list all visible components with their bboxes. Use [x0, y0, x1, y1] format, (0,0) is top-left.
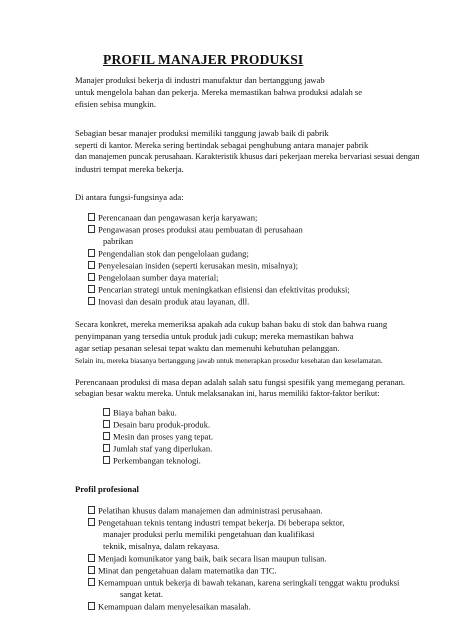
checkbox-icon [88, 273, 95, 281]
list-item-continuation: teknik, misalnya, dalam rekayasa. [103, 541, 220, 551]
checkbox-icon [88, 506, 95, 514]
list-item: Minat dan pengetahuan dalam matematika dan TIC. [88, 566, 277, 575]
list-item: Jumlah staf yang diperlukan. [103, 444, 212, 453]
list-item: Pelatihan khusus dalam manajemen dan administrasi perusahaan. [88, 506, 323, 515]
section-heading: Profil profesional [75, 484, 139, 494]
list-item-continuation: pabrikan [103, 236, 134, 246]
para2-line: dan manajemen puncak perusahaan. Karakteristik khusus dari pekerjaan mereka bervariasi sesuai dengan [75, 152, 420, 161]
list-item-continuation: sangat ketat. [120, 589, 163, 599]
checkbox-icon [88, 578, 95, 586]
checkbox-icon [88, 554, 95, 562]
para1-line: untuk mengelola bahan dan pekerja. Mereka memastikan bahwa produksi adalah se [75, 87, 363, 97]
para2-line: industri tempat mereka bekerja. [75, 164, 184, 174]
para3-line: Selain itu, mereka biasanya bertanggung jawab untuk menerapkan prosedur kesehatan dan keselamatan. [75, 356, 383, 365]
list-item: Menjadi komunikator yang baik, baik secara lisan maupun tulisan. [88, 554, 327, 563]
para2-line: Sebagian besar manajer produksi memiliki tanggung jawab baik di pabrik [75, 128, 329, 138]
functions-intro: Di antara fungsi-fungsinya ada: [75, 192, 184, 202]
list-item: Pencarian strategi untuk meningkatkan efisiensi dan efektivitas produksi; [88, 285, 350, 294]
list-item: Pengetahuan teknis tentang industri tempat bekerja. Di beberapa sektor, [88, 518, 344, 527]
checkbox-icon [103, 456, 110, 464]
checkbox-icon [88, 225, 95, 233]
para4-line: sebagian besar waktu mereka. Untuk melaksanakan ini, harus memiliki faktor-faktor berikut: [75, 389, 380, 398]
list-item-continuation: manajer produksi perlu memiliki pengetahuan dan kualifikasi [103, 529, 315, 539]
checkbox-icon [88, 285, 95, 293]
list-item: Mesin dan proses yang tepat. [103, 432, 213, 441]
para3-line: agar setiap pesanan selesai tepat waktu dan memenuhi kebutuhan pelanggan. [75, 343, 340, 353]
list-item: Perencanaan dan pengawasan kerja karyawan; [88, 213, 257, 222]
list-item: Pengawasan proses produksi atau pembuatan di perusahaan [88, 225, 303, 234]
checkbox-icon [88, 213, 95, 221]
list-item: Kemampuan dalam menyelesaikan masalah. [88, 602, 251, 611]
para3-line: penyimpanan yang tersedia untuk produk jadi cukup; mereka memastikan bahwa [75, 331, 354, 341]
para1-line: Manajer produksi bekerja di industri manufaktur dan bertanggung jawab [75, 75, 325, 85]
list-item: Inovasi dan desain produk atau layanan, dll. [88, 297, 249, 306]
checkbox-icon [103, 432, 110, 440]
list-item: Kemampuan untuk bekerja di bawah tekanan, karena seringkali tenggat waktu produksi [88, 578, 399, 587]
checkbox-icon [88, 249, 95, 257]
para4-line: Perencanaan produksi di masa depan adalah salah satu fungsi spesifik yang memegang peranan. [75, 377, 406, 387]
checkbox-icon [88, 602, 95, 610]
para2-line: seperti di kantor. Mereka sering bertindak sebagai penghubung antara manajer pabrik [75, 140, 369, 150]
list-item: Desain baru produk-produk. [103, 420, 210, 429]
checkbox-icon [103, 444, 110, 452]
checkbox-icon [88, 566, 95, 574]
para1-line: efisien sebisa mungkin. [75, 99, 156, 109]
list-item: Pengendalian stok dan pengelolaan gudang; [88, 249, 249, 258]
list-item: Biaya bahan baku. [103, 408, 177, 417]
checkbox-icon [103, 408, 110, 416]
list-item: Perkembangan teknologi. [103, 456, 201, 465]
checkbox-icon [103, 420, 110, 428]
document-title: PROFIL MANAJER PRODUKSI [103, 52, 304, 67]
para3-line: Secara konkret, mereka memeriksa apakah ada cukup bahan baku di stok dan bahwa ruang [75, 319, 388, 329]
checkbox-icon [88, 261, 95, 269]
list-item: Pengelolaan sumber daya material; [88, 273, 219, 282]
list-item: Penyelesaian insiden (seperti kerusakan mesin, misalnya); [88, 261, 298, 270]
checkbox-icon [88, 297, 95, 305]
checkbox-icon [88, 518, 95, 526]
